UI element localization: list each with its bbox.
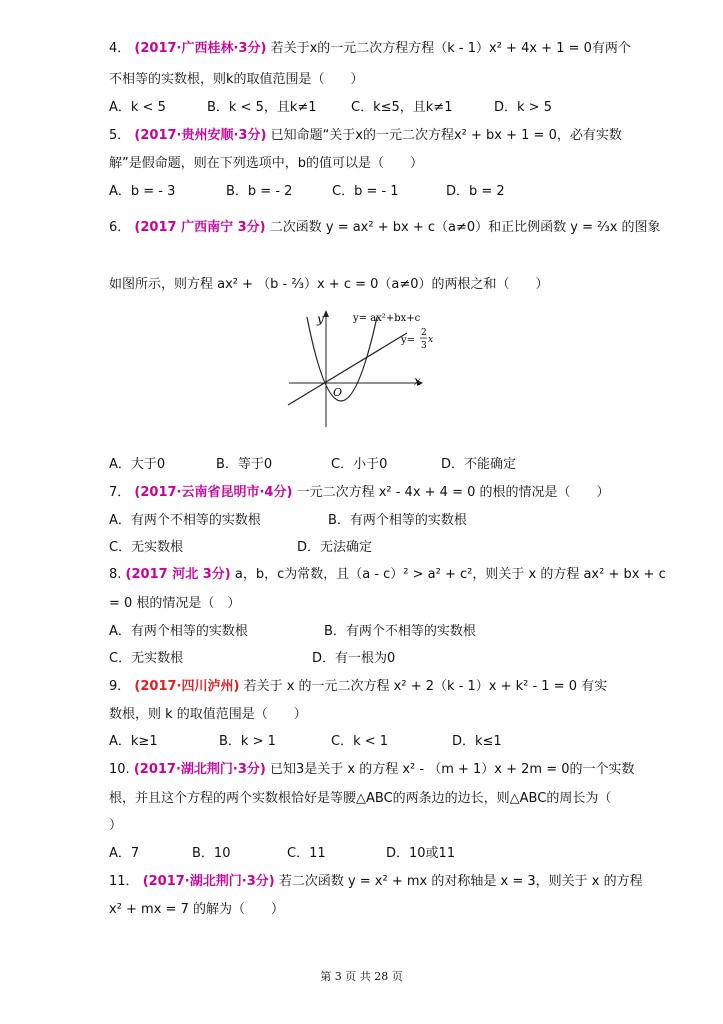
q6-stem-line1	[109, 216, 661, 235]
q6-text: 二次函数 y = ax² + bx + c（a≠0）和正比例函数 y = ⅔x 的图象	[269, 220, 661, 235]
q7-option-b: B．有两个相等的实数根	[328, 513, 467, 528]
q4-source: (2017·广西桂林·3分)	[134, 41, 267, 56]
graph-line-var: x	[428, 335, 434, 345]
q4-stem-line1	[109, 37, 631, 56]
q10-stem-line3: ）	[109, 818, 123, 833]
q8-stem-line2: = 0 根的情况是（ ）	[109, 596, 241, 611]
page-footer: 第 3 页 共 28 页	[320, 970, 403, 983]
q5-text: 已知命题“关于x的一元二次方程x² + bx + 1 = 0，必有实数	[270, 128, 622, 143]
q6-stem-line2: 如图所示，则方程 ax² + （b - ⅔）x + c = 0（a≠0）的两根之和（ ）	[109, 277, 549, 292]
q10-text: 已知3是关于 x 的方程 x² - （m + 1）x + 2m = 0的一个实数	[269, 762, 635, 777]
q5-option-b: B．b = - 2	[226, 184, 293, 199]
graph-line-label: y=	[401, 335, 416, 346]
q5-option-d: D．b = 2	[446, 184, 505, 199]
q8-number: 8.	[109, 567, 122, 582]
q8-option-d: D．有一根为0	[312, 651, 396, 666]
q9-source: (2017·四川泸州)	[134, 679, 240, 694]
q7-option-d: D．无法确定	[297, 540, 373, 555]
graph-origin-label: O	[333, 386, 343, 399]
q7-option-a: A．有两个不相等的实数根	[109, 513, 261, 528]
q6-option-a: A．大于0	[109, 457, 166, 472]
q7-number: 7．	[109, 485, 131, 500]
q6-option-c: C．小于0	[331, 457, 388, 472]
q8-option-b: B．有两个不相等的实数根	[324, 624, 476, 639]
q4-option-a: A．k < 5	[109, 100, 166, 115]
q10-option-c: C．11	[287, 846, 326, 861]
q4-option-c: C．k≤5，且k≠1	[351, 100, 453, 115]
q5-number: 5．	[109, 128, 131, 143]
q11-text: 若二次函数 y = x² + mx 的对称轴是 x = 3，则关于 x 的方程	[278, 874, 643, 889]
q10-stem-line1	[109, 758, 635, 777]
q8-text: a，b，c为常数，且（a - c）² > a² + c²，则关于 x 的方程 ax² + bx + c	[234, 567, 666, 582]
q10-stem-line2: 根，并且这个方程的两个实数根恰好是等腰△ABC的两条边的边长，则△ABC的周长为（	[109, 791, 612, 806]
q10-number: 10.	[109, 762, 130, 777]
q7-stem-line1	[109, 481, 610, 500]
q9-option-d: D．k≤1	[452, 734, 502, 749]
q7-source: (2017·云南省昆明市·4分)	[134, 485, 293, 500]
q6-source: (2017 广西南宁 3分)	[134, 220, 266, 235]
graph-y-label: y	[317, 312, 324, 326]
q9-text: 若关于 x 的一元二次方程 x² + 2（k - 1）x + k² - 1 = 0 有实	[243, 679, 608, 694]
q9-option-a: A．k≥1	[109, 734, 158, 749]
q9-number: 9．	[109, 679, 131, 694]
q4-option-d: D．k > 5	[494, 100, 552, 115]
q6-option-d: D．不能确定	[441, 457, 517, 472]
graph-line	[288, 333, 407, 405]
q11-stem-line2: x² + mx = 7 的解为（ ）	[109, 902, 284, 917]
q9-stem-line1	[109, 675, 607, 694]
q4-text: 若关于x的一元二次方程方程（k - 1）x² + 4x + 1 = 0有两个	[270, 41, 631, 56]
q4-stem-line2: 不相等的实数根，则k的取值范围是（ ）	[109, 72, 364, 87]
q8-option-c: C．无实数根	[109, 651, 184, 666]
q11-source: (2017·湖北荆门·3分)	[142, 874, 275, 889]
q4-option-b: B．k < 5，且k≠1	[207, 100, 317, 115]
q6-option-b: B．等于0	[216, 457, 273, 472]
q10-source: (2017·湖北荆门·3分)	[133, 762, 266, 777]
q4-number: 4．	[109, 41, 131, 56]
q9-stem-line2: 数根，则 k 的取值范围是（ ）	[109, 707, 307, 722]
q5-option-c: C．b = - 1	[332, 184, 399, 199]
q5-stem-line2: 解”是假命题，则在下列选项中，b的值可以是（ ）	[109, 156, 423, 171]
graph-line-frac-den: 3	[421, 341, 427, 351]
q8-option-a: A．有两个相等的实数根	[109, 624, 248, 639]
graph-y-arrow	[323, 310, 329, 317]
q8-source: (2017 河北 3分)	[125, 567, 231, 582]
q10-option-d: D．10或11	[386, 846, 456, 861]
q5-source: (2017·贵州安顺·3分)	[134, 128, 267, 143]
q7-text: 一元二次方程 x² - 4x + 4 = 0 的根的情况是（ ）	[296, 485, 610, 500]
q11-stem-line1	[109, 870, 643, 889]
q9-option-c: C．k < 1	[331, 734, 389, 749]
q7-option-c: C．无实数根	[109, 540, 184, 555]
graph-x-label: x	[414, 374, 421, 388]
q5-stem-line1	[109, 124, 622, 143]
q10-option-b: B．10	[192, 846, 231, 861]
graph-line-frac-num: 2	[421, 328, 427, 338]
q8-stem-line1	[109, 563, 666, 582]
q10-option-a: A．7	[109, 846, 140, 861]
q6-graph	[285, 305, 435, 430]
q5-option-a: A．b = - 3	[109, 184, 176, 199]
q11-number: 11．	[109, 874, 139, 889]
q6-number: 6．	[109, 220, 131, 235]
q9-option-b: B．k > 1	[219, 734, 276, 749]
graph-curve-label: y= ax²+bx+c	[353, 313, 421, 324]
